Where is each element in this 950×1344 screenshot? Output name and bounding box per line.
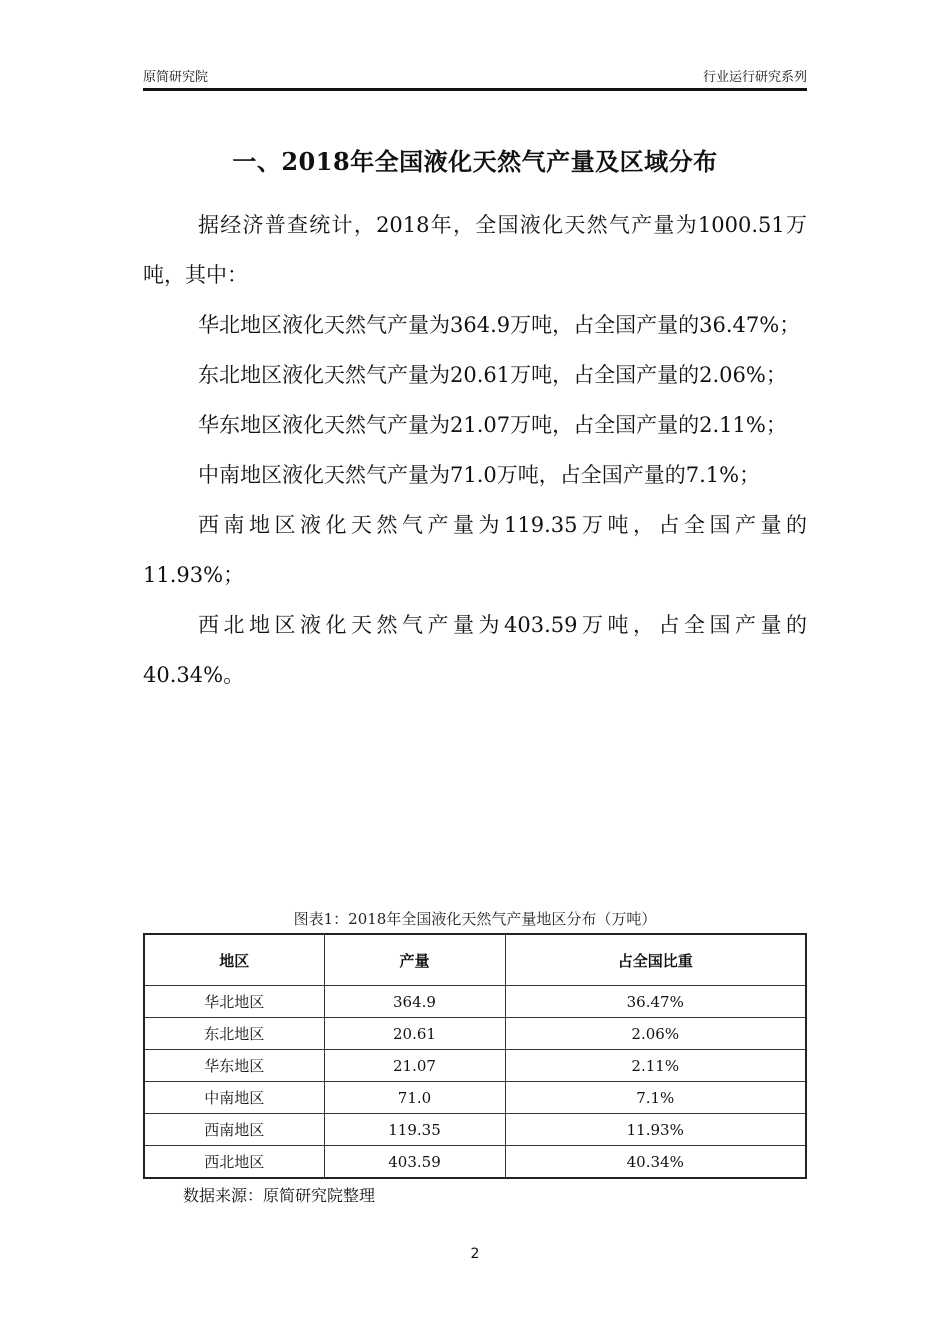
cell-output: 20.61 — [324, 1018, 505, 1050]
section-title: 一、2018年全国液化天然气产量及区域分布 — [232, 147, 718, 176]
table-header-row — [144, 934, 806, 986]
page-number: 2 — [470, 1246, 480, 1262]
page-header — [143, 62, 807, 91]
cell-share: 2.11% — [505, 1050, 806, 1082]
column-header-region: 地区 — [144, 934, 324, 986]
table-row — [144, 1018, 806, 1050]
cell-share: 11.93% — [505, 1114, 806, 1146]
table-row — [144, 1082, 806, 1114]
data-source-note: 数据来源：原简研究院整理 — [183, 1186, 376, 1205]
paragraph: 华东地区液化天然气产量为21.07万吨，占全国产量的2.11%； — [198, 413, 787, 437]
paragraph: 西南地区液化天然气产量为119.35万吨，占全国产量的11.93%； — [143, 513, 807, 587]
cell-region: 西南地区 — [144, 1114, 324, 1146]
paragraph: 中南地区液化天然气产量为71.0万吨，占全国产量的7.1%； — [198, 463, 761, 487]
cell-region: 西北地区 — [144, 1146, 324, 1179]
cell-output: 364.9 — [324, 986, 505, 1018]
body-text — [143, 200, 807, 700]
column-header-share: 占全国比重 — [505, 934, 806, 986]
table-row — [144, 1114, 806, 1146]
paragraph: 华北地区液化天然气产量为364.9万吨，占全国产量的36.47%； — [198, 313, 801, 337]
cell-output: 21.07 — [324, 1050, 505, 1082]
cell-region: 中南地区 — [144, 1082, 324, 1114]
table-row — [144, 1146, 806, 1179]
paragraph: 西北地区液化天然气产量为403.59万吨，占全国产量的40.34%。 — [143, 613, 807, 687]
cell-region: 华北地区 — [144, 986, 324, 1018]
cell-share: 40.34% — [505, 1146, 806, 1179]
paragraph: 东北地区液化天然气产量为20.61万吨，占全国产量的2.06%； — [198, 363, 787, 387]
header-series: 行业运行研究系列 — [702, 70, 807, 85]
table-caption: 图表1：2018年全国液化天然气产量地区分布（万吨） — [293, 910, 657, 928]
cell-region: 华东地区 — [144, 1050, 324, 1082]
cell-share: 2.06% — [505, 1018, 806, 1050]
column-header-output: 产量 — [324, 934, 505, 986]
cell-share: 36.47% — [505, 986, 806, 1018]
cell-region: 东北地区 — [144, 1018, 324, 1050]
production-table — [143, 933, 807, 1179]
header-org: 原简研究院 — [143, 70, 209, 85]
paragraph: 据经济普查统计，2018年，全国液化天然气产量为1000.51万吨，其中： — [143, 213, 807, 287]
cell-output: 71.0 — [324, 1082, 505, 1114]
cell-output: 119.35 — [324, 1114, 505, 1146]
table-row — [144, 1050, 806, 1082]
cell-output: 403.59 — [324, 1146, 505, 1179]
table-row — [144, 986, 806, 1018]
cell-share: 7.1% — [505, 1082, 806, 1114]
